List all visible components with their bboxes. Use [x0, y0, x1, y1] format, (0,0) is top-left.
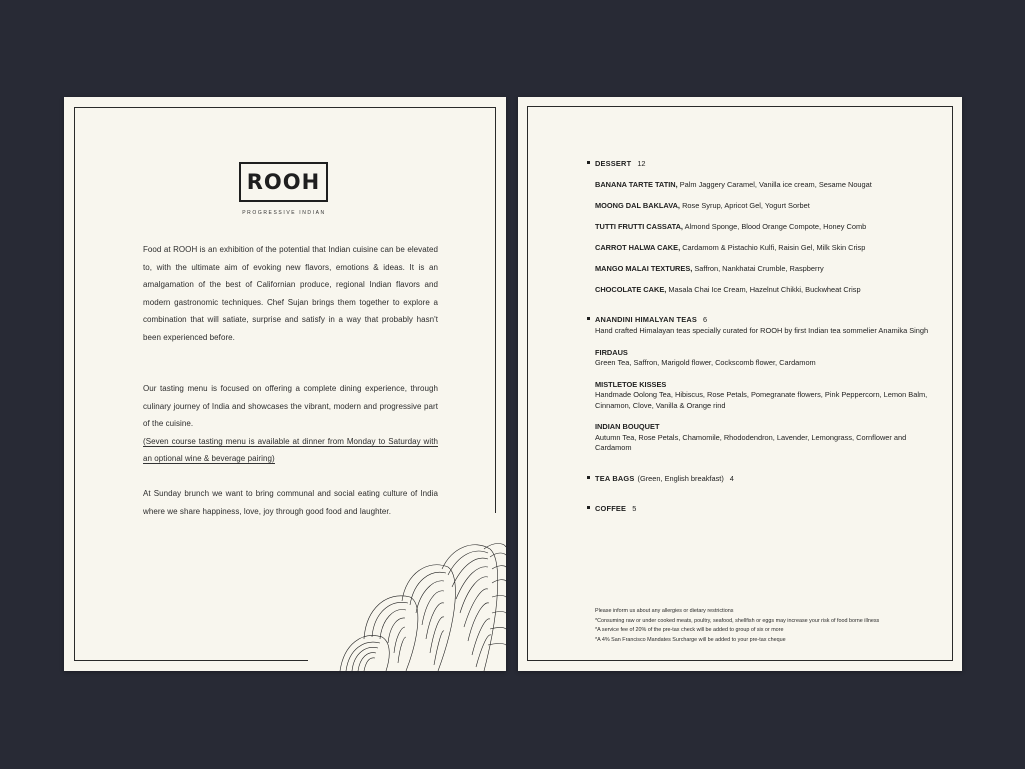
rooh-logo: [239, 162, 328, 202]
section-title: DESSERT: [595, 159, 632, 168]
section-price: 12: [637, 159, 646, 168]
dish-name: MANGO MALAI TEXTURES,: [595, 264, 693, 273]
menu-left-page: [64, 97, 506, 671]
footnote: *Consuming raw or under cooked meats, poultry, seafood, shellfish or eggs may increase your risk of food borne illness: [595, 617, 880, 624]
brunch-paragraph: At Sunday brunch we want to bring communal and social eating culture of India where we share happiness, love, joy through good food and laughter.: [143, 489, 438, 516]
dessert-item: [595, 201, 940, 210]
section-title: TEA BAGS: [595, 473, 635, 483]
flower-illustration-icon: [334, 539, 506, 671]
tasting-note: (Seven course tasting menu is available at dinner from Monday to Saturday with an optional wine & beverage pairing): [143, 436, 438, 463]
logo-text: ROOH: [246, 170, 321, 194]
tasting-paragraph: [143, 380, 438, 468]
section-title: ANANDINI HIMALYAN TEAS: [595, 315, 697, 324]
bullet-icon: [587, 506, 590, 509]
coffee-header: [595, 504, 940, 513]
intro-paragraph: Food at ROOH is an exhibition of the potential that Indian cuisine can be elevated to, with the ultimate aim of evoking new flavors, emotions & ideas. It is an amalgamation of the best of Californian produce, regional Indian flavors and modern gastronomic techniques. Chef Sujan brings them together to explore a combination that will satiate, surprise and satisfy in a way that probably hasn't been experienced before.: [143, 245, 438, 342]
tea-item: [595, 380, 940, 412]
footnote: *A 4% San Francisco Mandates Surcharge will be added to your pre-tax cheque: [595, 636, 786, 643]
dessert-item: [595, 285, 940, 294]
dish-name: CARROT HALWA CAKE,: [595, 243, 681, 252]
dish-name: CHOCOLATE CAKE,: [595, 285, 667, 294]
tea-name: INDIAN BOUQUET: [595, 422, 660, 431]
section-title: COFFEE: [595, 503, 627, 513]
menu-right-page: [518, 97, 962, 671]
dish-desc: Cardamom & Pistachio Kulfi, Raisin Gel, Milk Skin Crisp: [682, 243, 866, 252]
bullet-icon: [587, 476, 590, 479]
dessert-header: [595, 159, 940, 168]
footnote: Please inform us about any allergies or dietary restrictions: [595, 608, 734, 614]
tea-name: FIRDAUS: [595, 347, 628, 357]
bullet-icon: [587, 161, 590, 164]
dessert-item: [595, 243, 940, 252]
dessert-menu: [595, 159, 940, 513]
logo-tagline: PROGRESSIVE INDIAN: [242, 210, 326, 216]
tea-desc: Handmade Oolong Tea, Hibiscus, Rose Petals, Pomegranate flowers, Pink Peppercorn, Lemon Balm, Cinnamon, Clove, Vanilla & Orange rind: [595, 390, 928, 410]
tea-desc: Autumn Tea, Rose Petals, Chamomile, Rhododendron, Lavender, Lemongrass, Cornflower and Cardamom: [595, 432, 907, 452]
footnote: *A service fee of 20% of the pre-tax check will be added to group of six or more: [595, 627, 784, 633]
teas-header: [595, 315, 940, 324]
tea-desc: Green Tea, Saffron, Marigold flower, Cockscomb flower, Cardamom: [595, 358, 816, 367]
dessert-item: [595, 180, 940, 189]
section-price: 4: [729, 473, 734, 483]
teabags-header: [595, 474, 940, 483]
dessert-item: [595, 222, 940, 231]
bullet-icon: [587, 317, 590, 320]
tea-item: [595, 422, 940, 454]
dish-desc: Palm Jaggery Caramel, Vanilla ice cream, Sesame Nougat: [679, 180, 872, 189]
dish-name: BANANA TARTE TATIN,: [595, 180, 678, 189]
dish-desc: Saffron, Nankhatai Crumble, Raspberry: [694, 264, 824, 273]
dish-name: MOONG DAL BAKLAVA,: [595, 201, 680, 210]
tea-item: [595, 348, 940, 369]
menu-footnotes: [595, 607, 945, 645]
dish-name: TUTTI FRUTTI CASSATA,: [595, 222, 683, 231]
section-subtitle: (Green, English breakfast): [637, 473, 724, 483]
dish-desc: Almond Sponge, Blood Orange Compote, Honey Comb: [684, 222, 867, 231]
section-price: 6: [703, 315, 708, 324]
dish-desc: Masala Chai Ice Cream, Hazelnut Chikki, Buckwheat Crisp: [668, 285, 861, 294]
dish-desc: Rose Syrup, Apricot Gel, Yogurt Sorbet: [682, 201, 810, 210]
teas-intro: Hand crafted Himalayan teas specially curated for ROOH by first Indian tea sommelier Anamika Singh: [595, 326, 929, 335]
tasting-text: Our tasting menu is focused on offering a complete dining experience, through culinary journey of India and showcases the vibrant, modern and progressive part of the cuisine.: [143, 384, 438, 428]
dessert-item: [595, 264, 940, 273]
section-price: 5: [632, 503, 637, 513]
tea-name: MISTLETOE KISSES: [595, 379, 667, 389]
